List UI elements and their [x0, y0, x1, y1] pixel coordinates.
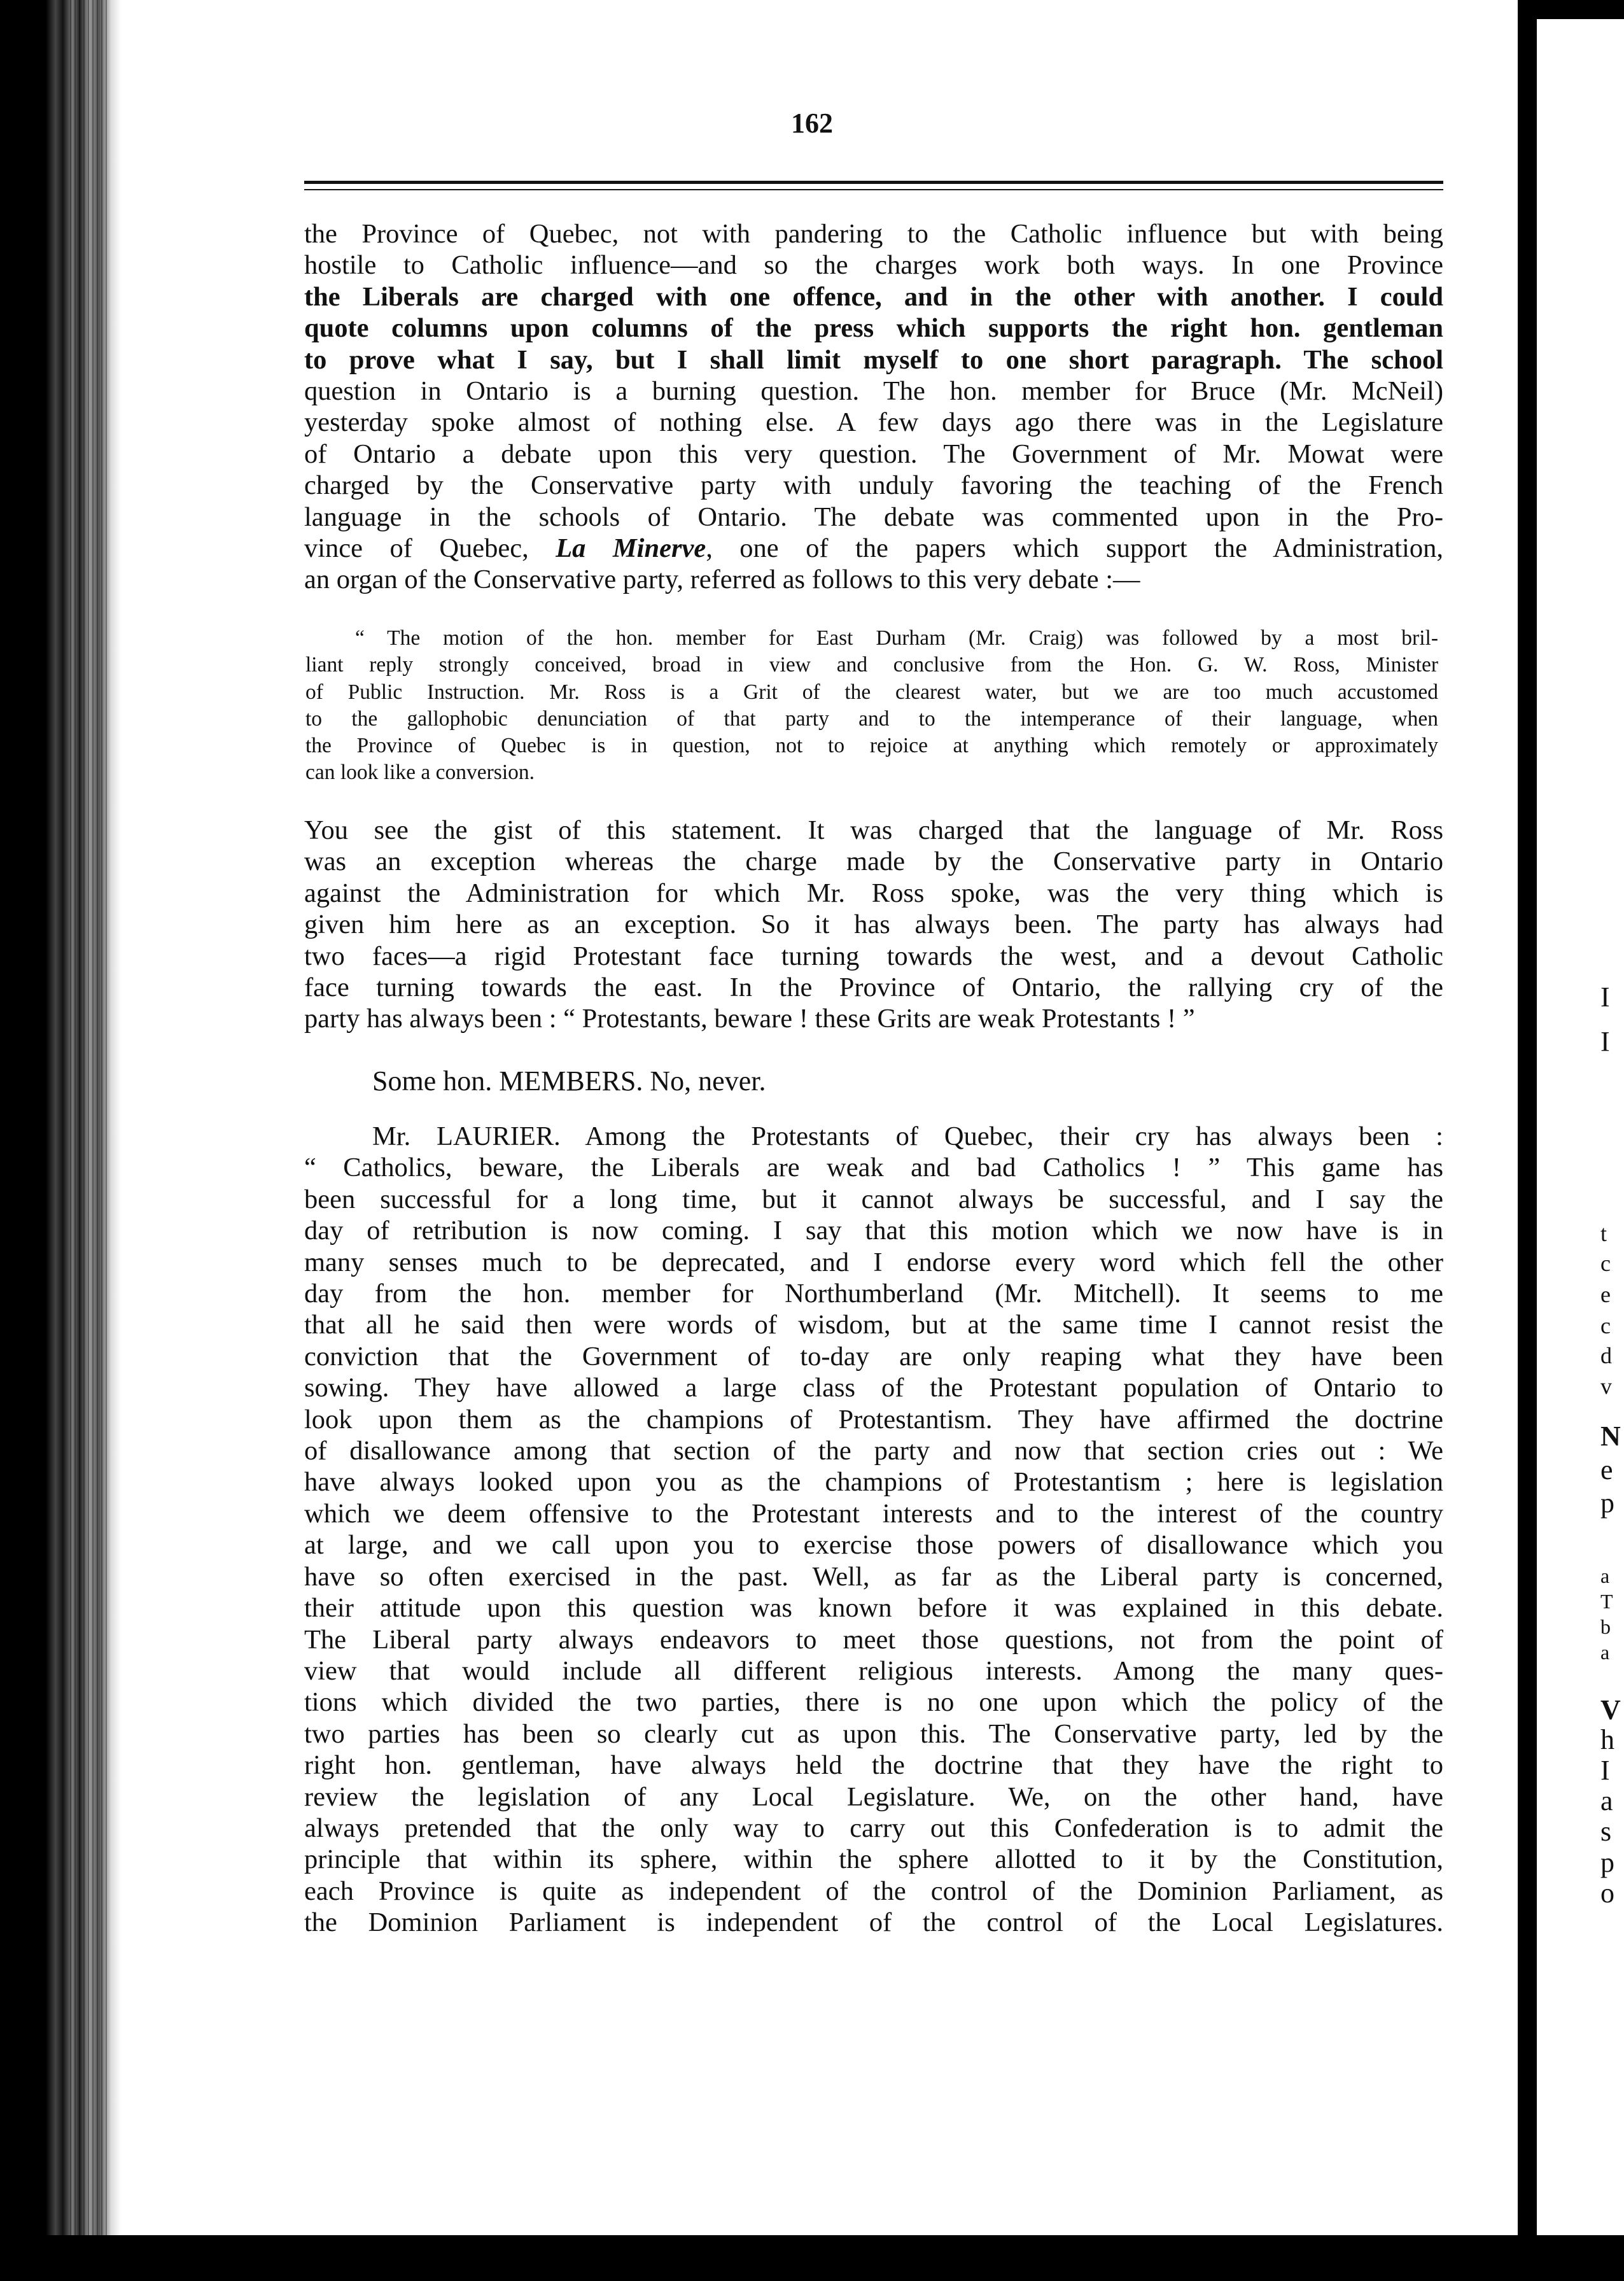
text-line: the Province of Quebec, not with pandering to the Catholic influence but with being	[304, 219, 1443, 249]
text-line: review the legislation of any Local Legislature. We, on the other hand, have	[304, 1781, 1443, 1812]
text-line: Mr. LAURIER. Among the Protestants of Quebec, their cry has always been :	[372, 1121, 1443, 1151]
text-line: to prove what I say, but I shall limit myself to one short paragraph. The school	[304, 344, 1443, 375]
text-line: language in the schools of Ontario. The debate was commented upon in the Pro-	[304, 502, 1443, 532]
text-line: conviction that the Government of to-day are only reaping what they have been	[304, 1341, 1443, 1372]
quote-line: liant reply strongly conceived, broad in view and conclusive from the Hon. G. W. Ross, Minister	[305, 653, 1438, 677]
quote-line: to the gallophobic denunciation of that party and to the intemperance of their language, when	[305, 706, 1438, 731]
quote-line: the Province of Quebec is in question, not to rejoice at anything which remotely or approximately	[305, 734, 1438, 758]
text-line: charged by the Conservative party with unduly favoring the teaching of the French	[304, 470, 1443, 501]
text-line: the Liberals are charged with one offence, and in the other with another. I could	[304, 281, 1443, 312]
text-line: hostile to Catholic influence—and so the charges work both ways. In one Province	[304, 250, 1443, 281]
header-rule	[304, 181, 1443, 184]
facing-page-fragment: p	[1600, 1487, 1614, 1519]
facing-page-fragment: a	[1600, 1641, 1610, 1664]
text-line: given him here as an exception. So it has always been. The party has always had	[304, 909, 1443, 940]
facing-page-fragment: a	[1600, 1564, 1610, 1587]
text-line: their attitude upon this question was known before it was explained in this debate.	[304, 1593, 1443, 1624]
text-line: The Liberal party always endeavors to meet those questions, not from the point of	[304, 1624, 1443, 1655]
text-line: face turning towards the east. In the Province of Ontario, the rallying cry of the	[304, 972, 1443, 1003]
quote-line: can look like a conversion.	[305, 761, 535, 785]
page-edge-streaks	[70, 0, 108, 2281]
facing-page-fragment: c	[1600, 1251, 1611, 1276]
text-line: each Province is quite as independent of the control of the Dominion Parliament, as	[304, 1876, 1443, 1906]
facing-page-fragment: b	[1600, 1615, 1611, 1638]
facing-page-fragment: e	[1600, 1454, 1613, 1485]
text-line: an organ of the Conservative party, referred as follows to this very debate :—	[304, 565, 1140, 595]
facing-page-fragment: p	[1600, 1847, 1614, 1878]
text-line: was an exception whereas the charge made by the Conservative party in Ontario	[304, 846, 1443, 877]
text-line: that all he said then were words of wisdom, but at the same time I cannot resist the	[304, 1310, 1443, 1340]
bottom-scan-border	[0, 2235, 1624, 2281]
facing-page-fragment: c	[1600, 1313, 1611, 1338]
text-line: of Ontario a debate upon this very question. The Government of Mr. Mowat were	[304, 439, 1443, 469]
text-line: have always looked upon you as the champions of Protestantism ; here is legislation	[304, 1467, 1443, 1498]
text-line: right hon. gentleman, have always held the doctrine that they have the right to	[304, 1750, 1443, 1781]
facing-page-fragment: a	[1600, 1785, 1613, 1816]
page-number: 162	[791, 108, 833, 139]
facing-page	[1537, 19, 1624, 2253]
text-line: tions which divided the two parties, there is no one upon which the policy of the	[304, 1687, 1443, 1718]
text-line: of disallowance among that section of the party and now that section cries out : We	[304, 1436, 1443, 1466]
quote-line: of Public Instruction. Mr. Ross is a Grit of the clearest water, but we are too much accustomed	[305, 680, 1438, 704]
facing-page-fragment: v	[1600, 1373, 1612, 1399]
text-line: principle that within its sphere, within the sphere allotted to it by the Constitution,	[304, 1844, 1443, 1875]
text-line: sowing. They have allowed a large class of the Protestant population of Ontario to	[304, 1373, 1443, 1403]
text-line: yesterday spoke almost of nothing else. A few days ago there was in the Legislature	[304, 407, 1443, 438]
interjection-members: Some hon. MEMBERS. No, never.	[372, 1065, 766, 1097]
text-line: two faces—a rigid Protestant face turning towards the west, and a devout Catholic	[304, 941, 1443, 971]
text-line: day of retribution is now coming. I say that this motion which we now have is in	[304, 1216, 1443, 1246]
text-line: always pretended that the only way to carry out this Confederation is to admit the	[304, 1813, 1443, 1843]
text-line: at large, and we call upon you to exercise those powers of disallowance which you	[304, 1530, 1443, 1561]
facing-page-fragment: s	[1600, 1816, 1612, 1847]
facing-page-fragment: o	[1600, 1877, 1614, 1909]
text-line: question in Ontario is a burning question. The hon. member for Bruce (Mr. McNeil)	[304, 376, 1443, 407]
text-line: You see the gist of this statement. It was charged that the language of Mr. Ross	[304, 815, 1443, 845]
paragraph-laurier	[304, 1121, 1443, 1939]
text-line: vince of Quebec, La Minerve, one of the papers which support the Administration,	[304, 533, 1443, 564]
text-line: party has always been : “ Protestants, beware ! these Grits are weak Protestants ! ”	[304, 1004, 1195, 1034]
paragraph-gist	[304, 815, 1443, 1035]
facing-page-fragment: V	[1600, 1694, 1621, 1725]
newspaper-title: La Minerve	[556, 533, 706, 564]
text-line: two parties has been so clearly cut as upon this. The Conservative party, led by the	[304, 1718, 1443, 1749]
text-line: been successful for a long time, but it cannot always be successful, and I say the	[304, 1184, 1443, 1214]
block-quote-la-minerve	[305, 625, 1438, 787]
facing-page-fragment: t	[1600, 1221, 1607, 1246]
facing-page-fragment: e	[1600, 1282, 1611, 1307]
text-line: view that would include all different religious interests. Among the many ques-	[304, 1655, 1443, 1686]
text-line: quote columns upon columns of the press which supports the right hon. gentleman	[304, 313, 1443, 344]
facing-page-fragment: I	[1600, 1755, 1610, 1786]
text-line: “ Catholics, beware, the Liberals are weak and bad Catholics ! ” This game has	[304, 1153, 1443, 1183]
facing-page-fragment: I	[1600, 981, 1610, 1013]
facing-page-fragment: h	[1600, 1724, 1614, 1755]
text-line: look upon them as the champions of Protestantism. They have affirmed the doctrine	[304, 1404, 1443, 1435]
text-line: the Dominion Parliament is independent of the control of the Local Legislatures.	[304, 1907, 1443, 1938]
facing-page-fragment: N	[1600, 1421, 1621, 1452]
text-line: day from the hon. member for Northumberland (Mr. Mitchell). It seems to me	[304, 1279, 1443, 1309]
text-line: which we deem offensive to the Protestant interests and to the interest of the country	[304, 1498, 1443, 1529]
header-rule-thin	[304, 189, 1443, 190]
paragraph-quebec-press	[304, 218, 1443, 596]
text-line: against the Administration for which Mr. Ross spoke, was the very thing which is	[304, 878, 1443, 908]
facing-page-fragment: T	[1600, 1590, 1613, 1613]
facing-page-fragment: d	[1600, 1343, 1612, 1368]
text-line: have so often exercised in the past. Well, as far as the Liberal party is concerned,	[304, 1561, 1443, 1592]
facing-page-fragment: I	[1600, 1026, 1610, 1057]
quote-line: “ The motion of the hon. member for East Durham (Mr. Craig) was followed by a most bril-	[355, 626, 1438, 650]
text-line: many senses much to be deprecated, and I endorse every word which fell the other	[304, 1247, 1443, 1277]
